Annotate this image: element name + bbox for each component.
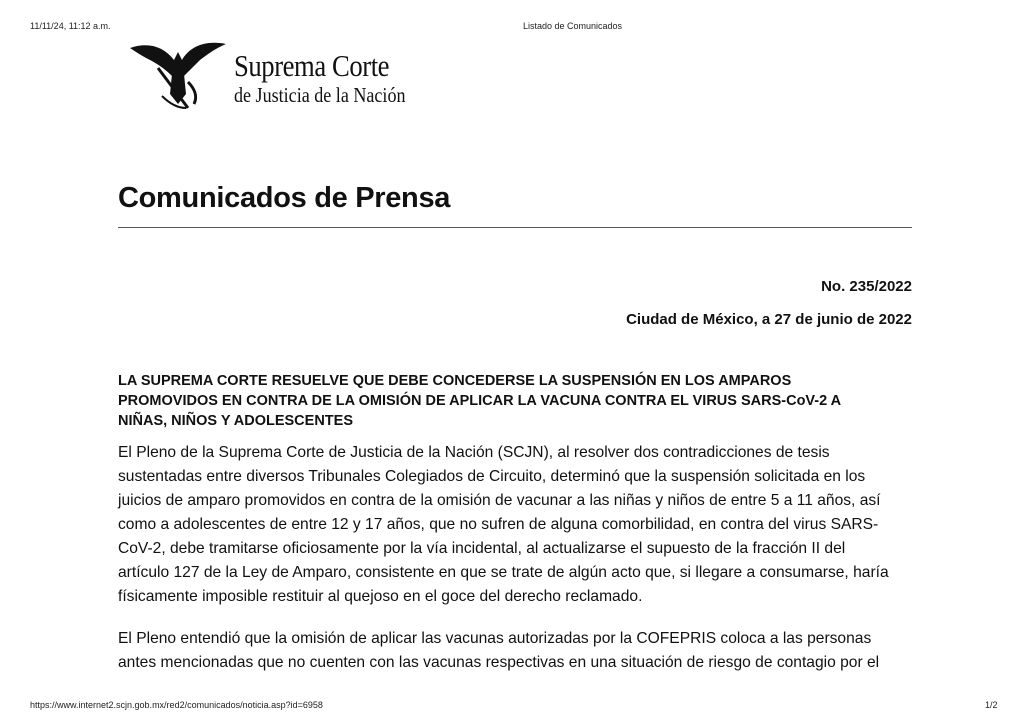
eagle-emblem-icon: [128, 38, 228, 112]
scjn-logo: [128, 38, 428, 112]
dateline: Ciudad de México, a 27 de junio de 2022: [626, 311, 912, 328]
print-url: https://www.internet2.scjn.gob.mx/red2/comunicados/noticia.asp?id=6958: [30, 700, 323, 710]
body-paragraph-2: [118, 627, 938, 675]
logo-line2: de Justicia de la Nación: [234, 83, 406, 107]
headline: [118, 371, 918, 431]
paragraph-line: sustentadas entre diversos Tribunales Colegiados de Circuito, determinó que la suspensión solicitada en los: [118, 468, 866, 485]
paragraph-line: físicamente imposible restituir al quejoso en el goce del derecho reclamado.: [118, 588, 643, 605]
print-datetime: 11/11/24, 11:12 a.m.: [30, 21, 111, 31]
body-paragraph-1: [118, 441, 938, 609]
headline-line: LA SUPREMA CORTE RESUELVE QUE DEBE CONCEDERSE LA SUSPENSIÓN EN LOS AMPAROS: [118, 373, 792, 389]
paragraph-line: artículo 127 de la Ley de Amparo, consistente en que se trate de algún acto que, si llegare a consumarse, haría: [118, 564, 889, 581]
paragraph-line: CoV-2, debe tramitarse oficiosamente por la vía incidental, al actualizarse el supuesto de la fracción II del: [118, 540, 846, 557]
headline-line: PROMOVIDOS EN CONTRA DE LA OMISIÓN DE APLICAR LA VACUNA CONTRA EL VIRUS SARS-CoV-2 A: [118, 393, 842, 409]
title-divider: [118, 227, 912, 228]
paragraph-line: El Pleno de la Suprema Corte de Justicia de la Nación (SCJN), al resolver dos contradicciones de tesis: [118, 444, 830, 461]
page-number: 1/2: [985, 700, 998, 710]
paragraph-line: antes mencionadas que no cuenten con las vacunas respectivas en una situación de riesgo de contagio por el: [118, 654, 880, 671]
print-page-title: Listado de Comunicados: [523, 21, 623, 31]
headline-line: NIÑAS, NIÑOS Y ADOLESCENTES: [118, 413, 353, 429]
page-title: Comunicados de Prensa: [118, 182, 451, 214]
paragraph-line: juicios de amparo promovidos en contra de la omisión de vacunar a las niñas y niños de entre 5 a 11 años, así: [118, 492, 881, 509]
logo-line1: Suprema Corte: [234, 48, 390, 83]
paragraph-line: como a adolescentes de entre 12 y 17 años, que no sufren de alguna comorbilidad, en contra del virus SARS-: [118, 516, 879, 533]
communique-number: No. 235/2022: [821, 278, 912, 295]
paragraph-line: El Pleno entendió que la omisión de aplicar las vacunas autorizadas por la COFEPRIS coloca a las personas: [118, 630, 872, 647]
